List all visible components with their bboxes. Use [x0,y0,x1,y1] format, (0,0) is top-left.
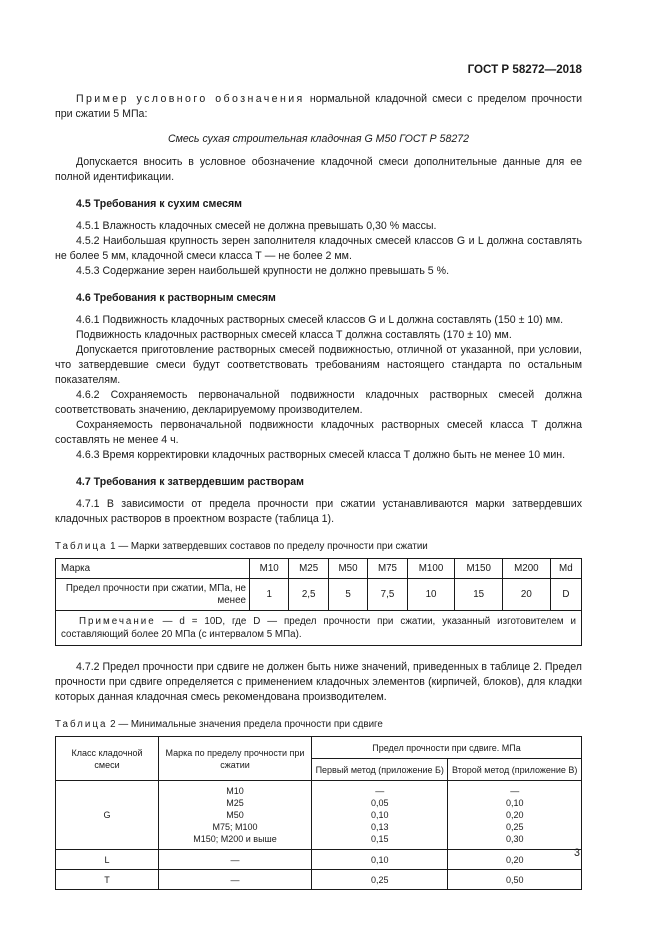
table1-note-text: — d = 10D, где D — предел прочности при сжатии, указанный изготовителем и составляющий более 20 МПа (с интервалом 5 МПа). [61,616,576,640]
table1-strength-cell: 1 [250,579,289,611]
table2-caption-text: 2 — Минимальные значения предела прочности при сдвиге [107,719,383,730]
section-4-7-heading: 4.7 Требования к затвердевшим растворам [76,476,304,488]
table2-class-cell: G [56,781,159,850]
table2-method1-value: 0,10 [370,810,389,820]
para-4-6-1c: Допускается приготовление растворных смесей подвижностью, отличной от указанной, при условии, что затвердевшие смеси будут соответствовать требованиям настоящего стандарта по остальным показателям. [55,344,582,386]
table2-method1-cell: 0,25 [312,870,448,890]
example-lead-rest: нормальной кладочной смеси с пределом прочности при сжатии 5 МПа: [55,93,582,120]
table2-head-class: Класс кладочной смеси [56,737,159,781]
table1-note [56,611,582,646]
table1-grade-cell: M50 [328,559,367,579]
table2-caption-label: Таблица [55,719,108,730]
table2-class-cell: Т [56,870,159,890]
table1-grade-cell: M200 [503,559,551,579]
table2-grade-value: M150; M200 и выше [193,834,277,844]
table1-grade-cell: M25 [289,559,328,579]
table1-strength-cell: 5 [328,579,367,611]
table1-caption-text: 1 — Марки затвердевших составов по пределу прочности при сжатии [107,541,428,552]
table2-method2-value: 0,20 [505,810,524,820]
example-intro [55,92,582,122]
table2-method1-cell: 0,10 [312,850,448,870]
para-4-6-1b: Подвижность кладочных растворных смесей класса Т должна составлять (170 ± 10) мм. [76,329,512,341]
table2-grade-cell [159,781,312,850]
table2-head-row1 [56,737,582,759]
para-4-6-2: 4.6.2 Сохраняемость первоначальной подвижности кладочных растворных смесей должна соответствовать значению, декларируемому производителем. [55,389,582,416]
table1-row2-head: Предел прочности при сжатии, МПа, не менее [56,579,250,611]
example-designation: Смесь сухая строительная кладочная G M50 ГОСТ Р 58272 [167,133,470,145]
page-number: 3 [574,847,580,859]
table1-grade-cell: Md [550,559,581,579]
table1-strength-cell: 2,5 [289,579,328,611]
table2-head-method1: Первый метод (приложение Б) [312,759,448,781]
para-4-7-1: 4.7.1 В зависимости от предела прочности при сжатии устанавливаются марки затвердевших кладочных растворов в проектном возрасте (таблица 1). [55,498,582,525]
table2-grade-value: M25 [226,798,244,808]
table1-row1-head: Марка [56,559,250,579]
table2-method2-value: 0,25 [505,822,524,832]
table1-caption-label: Таблица [55,541,108,552]
table2-grade-cell: — [159,850,312,870]
table1-strength-cell: 10 [407,579,455,611]
table1-caption [55,541,582,552]
table1-grade-cell: M150 [455,559,503,579]
table1-grade-cell: M100 [407,559,455,579]
table2-method1-value: — [375,786,385,796]
para-4-5-1: 4.5.1 Влажность кладочных смесей не должна превышать 0,30 % массы. [76,220,437,232]
table2 [55,736,582,890]
table2-head-grade: Марка по пределу прочности при сжатии [159,737,312,781]
table1-strength-cell: 15 [455,579,503,611]
table1-strength-cell: D [550,579,581,611]
table2-method2-cell: 0,50 [448,870,582,890]
section-4-6-heading: 4.6 Требования к растворным смесям [76,292,276,304]
table2-class-cell: L [56,850,159,870]
table1-strength-cell: 20 [503,579,551,611]
table-row [56,870,582,890]
table1-row-strengths [56,579,582,611]
table2-method2-cell [448,781,582,850]
table2-head-strength: Предел прочности при сдвиге. МПа [312,737,582,759]
table1-grade-cell: M75 [368,559,407,579]
table2-grade-value: M75; M100 [212,822,258,832]
table2-head-method2: Второй метод (приложение В) [448,759,582,781]
para-4-7-2: 4.7.2 Предел прочности при сдвиге не должен быть ниже значений, приведенных в таблице 2. Предел прочности при сдвиге определяется с применением кладочных элементов (кирпичей, блоков), для кладки которых данная кладочная смесь рекомендована производителем. [55,661,582,703]
table1-grade-cell: M10 [250,559,289,579]
table-row [56,781,582,850]
para-4-5-3: 4.5.3 Содержание зерен наибольшей крупности не должно превышать 5 %. [76,265,450,277]
table1-row-grades [56,559,582,579]
table2-method2-cell: 0,20 [448,850,582,870]
section-4-5-heading: 4.5 Требования к сухим смесям [76,198,243,210]
para-4-6-2b: Сохраняемость первоначальной подвижности кладочных растворных смесей класса Т должна составлять не менее 4 ч. [55,419,582,446]
table2-method1-cell [312,781,448,850]
para-4-6-3: 4.6.3 Время корректировки кладочных растворных смесей класса Т должно быть не менее 10 мин. [76,449,566,461]
table2-grade-value: M10 [226,786,244,796]
para-4-6-1: 4.6.1 Подвижность кладочных растворных смесей классов G и L должна составлять (150 ± 10) мм. [76,314,564,326]
document-id: ГОСТ Р 58272—2018 [467,63,582,76]
table1-note-label: Примечание [79,616,156,627]
table2-grade-cell: — [159,870,312,890]
table2-method2-value: — [510,786,520,796]
table2-grade-value: M50 [226,810,244,820]
table1-strength-cell: 7,5 [368,579,407,611]
table2-method1-value: 0,15 [370,834,389,844]
table2-method2-value: 0,10 [505,798,524,808]
table2-method1-value: 0,05 [370,798,389,808]
table-row [56,850,582,870]
page-content [55,92,582,890]
table1 [55,558,582,646]
table2-method1-value: 0,13 [370,822,389,832]
table2-caption [55,719,582,730]
example-lead: Пример условного обозначения [76,93,305,105]
table1-note-row [56,611,582,646]
table2-method2-value: 0,30 [505,834,524,844]
para-4-5-2: 4.5.2 Наибольшая крупность зерен заполнителя кладочных смесей классов G и L должна составлять не более 5 мм, кладочной смеси класса Т — не более 2 мм. [55,235,582,262]
example-addendum: Допускается вносить в условное обозначение кладочной смеси дополнительные данные для ее полной идентификации. [55,156,582,183]
